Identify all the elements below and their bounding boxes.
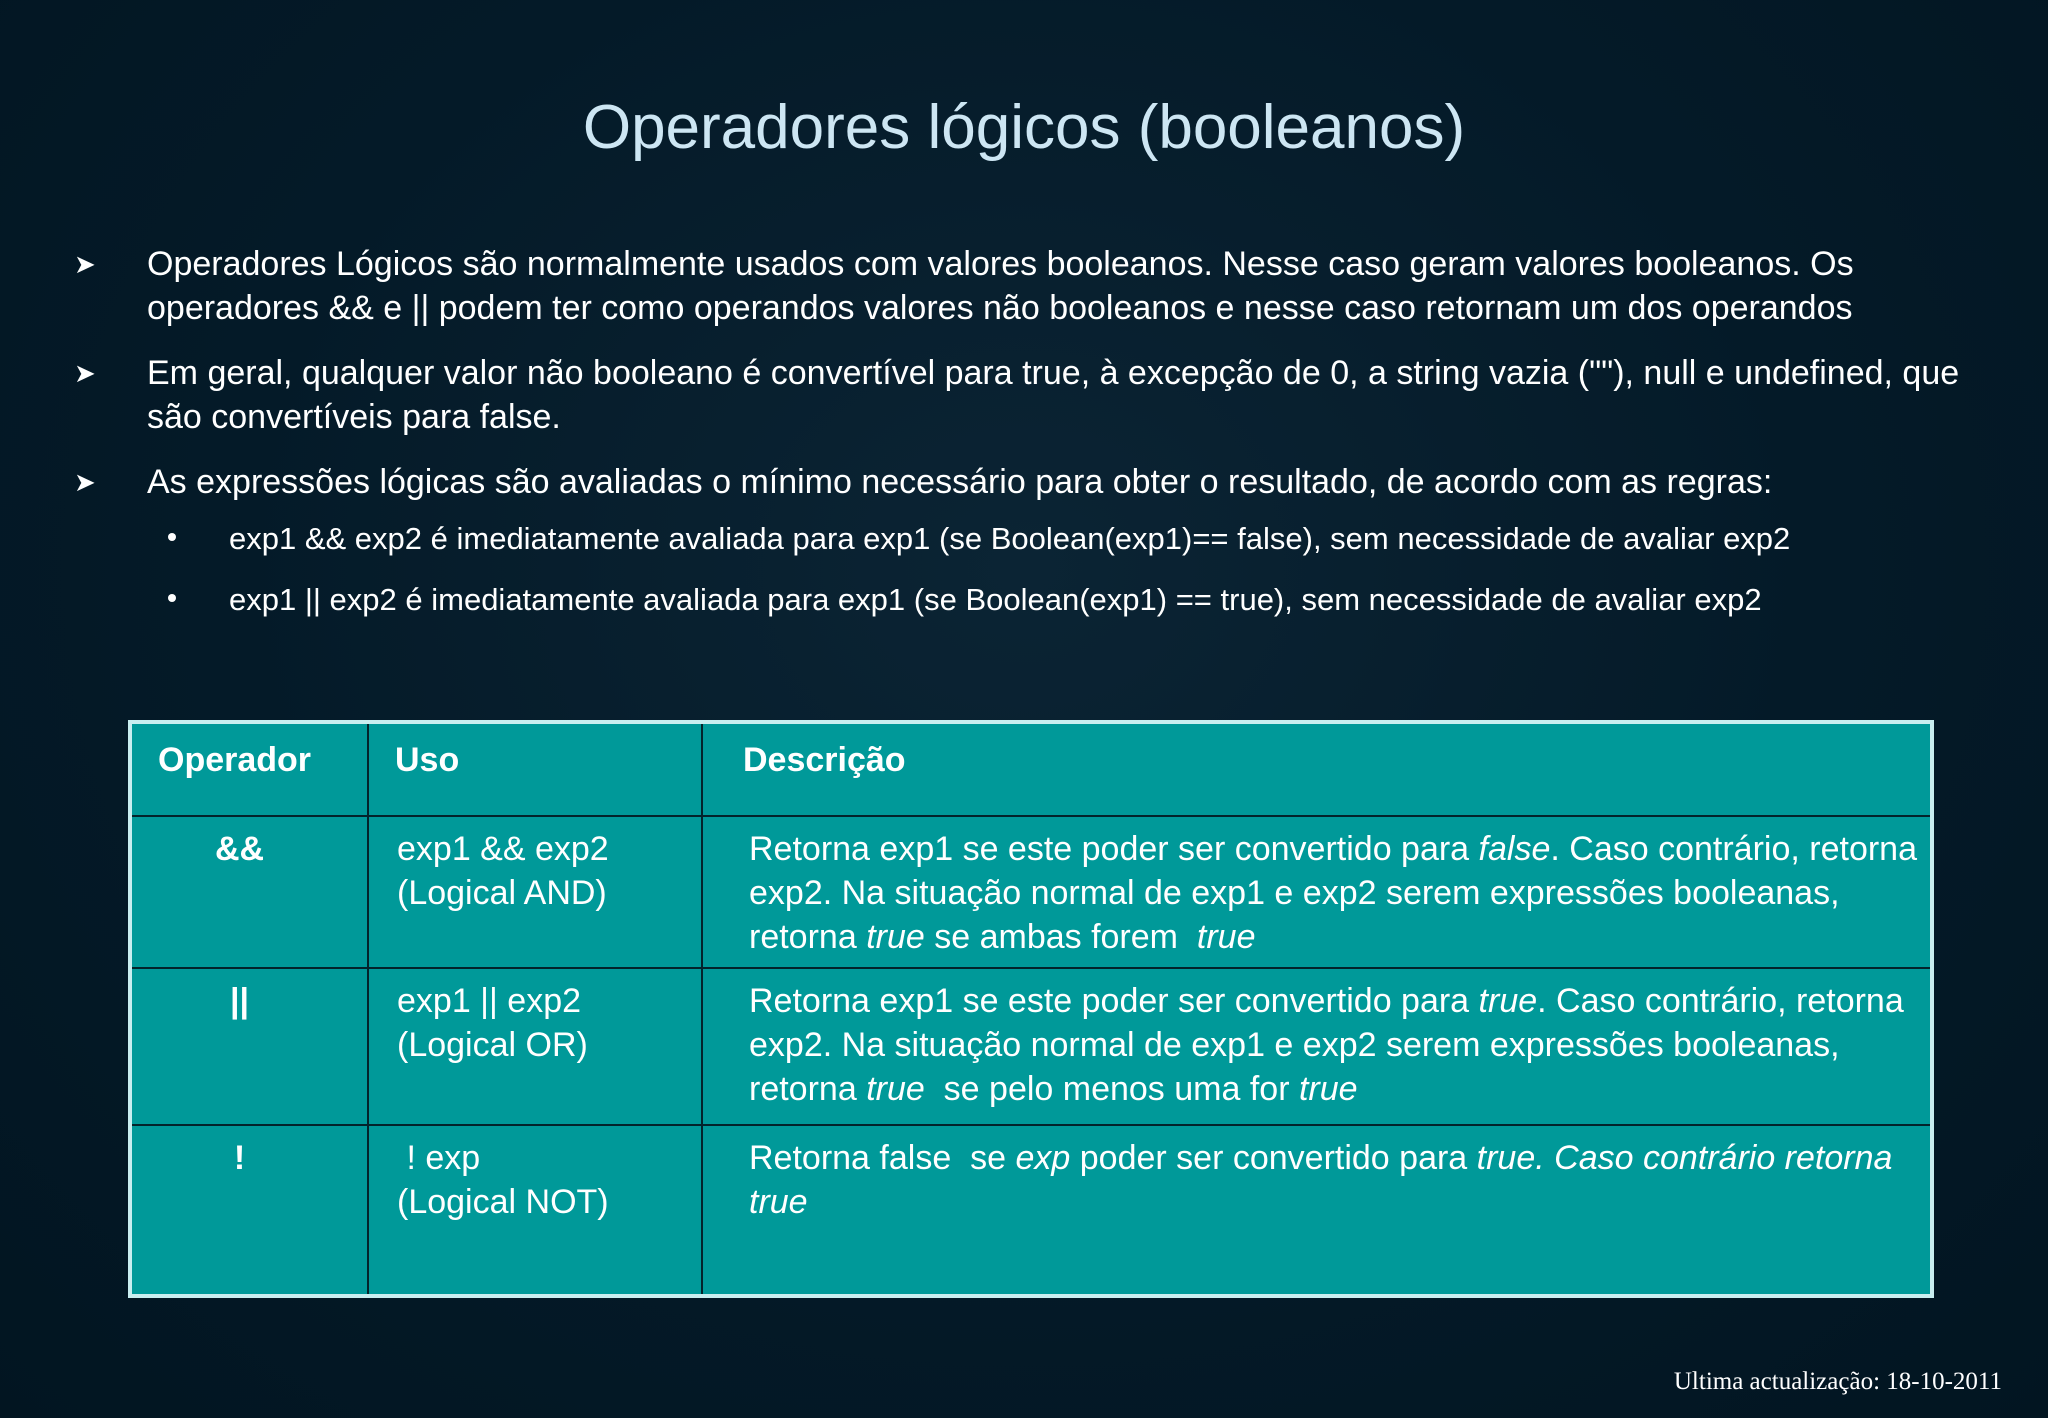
arrow-bullet-icon: ➤: [74, 467, 96, 497]
bullet-text: Em geral, qualquer valor não booleano é convertível para true, à excepção de 0, a string vazia (""), null e undefined, que são convertíveis para false.: [147, 354, 1960, 436]
bullet-item: [70, 351, 2020, 439]
usage-expression: exp1 && exp2: [397, 830, 609, 868]
desc-text: Retorna false se: [749, 1139, 1016, 1177]
description-cell: [702, 816, 1932, 968]
arrow-bullet-icon: ➤: [74, 249, 96, 279]
sub-bullet-item: [70, 519, 2020, 559]
sub-bullet-list: [70, 519, 2020, 620]
usage-cell: [368, 968, 702, 1125]
bullet-list: [70, 242, 2020, 641]
table-row: [130, 968, 1932, 1125]
desc-text: . Caso contrário, retorna exp2. Na situação normal de exp1 e exp2 serem expressões booleanas, retorna: [749, 982, 1904, 1108]
desc-text: Retorna exp1 se este poder ser convertido para: [749, 982, 1479, 1020]
last-updated-footer: Ultima actualização: 18-10-2011: [1673, 1368, 2002, 1395]
usage-expression: exp1 || exp2: [397, 982, 582, 1020]
usage-cell: [368, 816, 702, 968]
desc-text: Retorna exp1 se este poder ser convertido para: [749, 830, 1479, 868]
header-operador: Operador: [130, 722, 368, 816]
description-cell: [702, 968, 1932, 1125]
bullet-text: As expressões lógicas são avaliadas o mínimo necessário para obter o resultado, de acordo com as regras:: [147, 463, 1773, 501]
table-row: [130, 1125, 1932, 1296]
usage-cell: [368, 1125, 702, 1296]
desc-emphasis: true: [866, 1070, 925, 1108]
dot-bullet-icon: [168, 533, 176, 541]
operator-cell: ||: [130, 968, 368, 1125]
operator-cell: !: [130, 1125, 368, 1296]
table-header-row: [130, 722, 1932, 816]
desc-emphasis: true: [1478, 982, 1538, 1020]
desc-text: . Caso contrário, retorna exp2. Na situação normal de exp1 e exp2 serem expressões booleanas, retorna: [749, 830, 1917, 956]
arrow-bullet-icon: ➤: [74, 358, 96, 388]
desc-emphasis: true: [1196, 918, 1256, 956]
desc-emphasis: true: [866, 918, 925, 956]
desc-emphasis: true: [1298, 1070, 1358, 1108]
usage-label: (Logical NOT): [397, 1183, 609, 1221]
operators-table: [128, 720, 1934, 1298]
operator-cell: &&: [130, 816, 368, 968]
usage-label: (Logical AND): [397, 874, 607, 912]
desc-emphasis: exp: [1015, 1139, 1071, 1177]
slide-title: Operadores lógicos (booleanos): [582, 93, 1466, 162]
bullet-text: Operadores Lógicos são normalmente usados com valores booleanos. Nesse caso geram valores booleanos. Os operadores && e || podem ter como operandos valores não booleanos e nesse caso retornam um dos operandos: [147, 245, 1854, 327]
bullet-item: [70, 242, 2020, 330]
desc-text: se ambas forem: [924, 918, 1197, 956]
header-uso: Uso: [368, 722, 702, 816]
desc-emphasis: false: [1478, 830, 1551, 868]
sub-bullet-text: exp1 || exp2 é imediatamente avaliada para exp1 (se Boolean(exp1) == true), sem necessidade de avaliar exp2: [229, 582, 1762, 617]
description-cell: [702, 1125, 1932, 1296]
table-row: [130, 816, 1932, 968]
usage-label: (Logical OR): [397, 1026, 588, 1064]
usage-expression: ! exp: [397, 1139, 481, 1177]
sub-bullet-text: exp1 && exp2 é imediatamente avaliada para exp1 (se Boolean(exp1)== false), sem necessidade de avaliar exp2: [229, 521, 1791, 556]
desc-text: poder ser convertido para: [1070, 1139, 1477, 1177]
dot-bullet-icon: [168, 594, 176, 602]
desc-emphasis: true. Caso contrário retorna true: [749, 1139, 1893, 1221]
bullet-item: [70, 460, 2020, 504]
sub-bullet-item: [70, 580, 2020, 620]
desc-text: se pelo menos uma for: [924, 1070, 1299, 1108]
header-descricao: Descrição: [702, 722, 1932, 816]
